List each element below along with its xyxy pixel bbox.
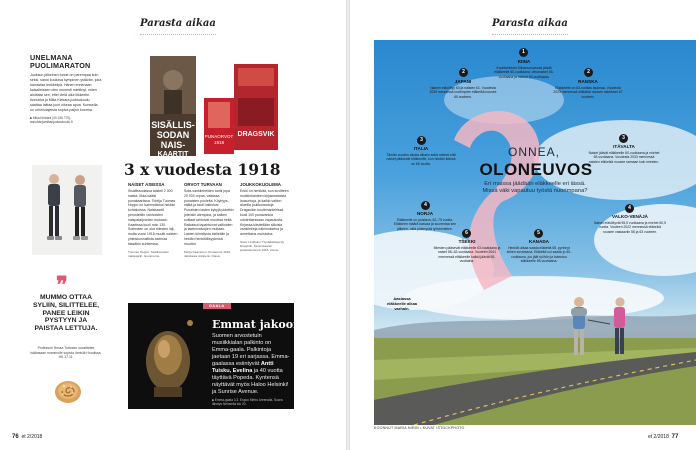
column-heading: JOUKKOKUOLEMA [240,182,281,187]
svg-text:SODAN: SODAN [156,130,190,140]
svg-text:PUNAORVOT: PUNAORVOT [204,134,234,139]
column-heading: ORVOT TURVAAN [184,182,222,187]
rank-badge-valko-venaja: 4 [625,204,634,213]
headline-subtitle: Eri maissa jäädään eläkkeelle eri iässä. Missä väki vapautuu työstä nuorimpana? [482,181,588,194]
emma-title: Emmat jakoon [212,318,302,331]
column-text: Erkki on herkkää, kun kuvitteen muistinkanteen kirjaamatoista lausuntoja, ja kaikki valtion alueilla joukkohautoja. Dragsvikin kuolemanleirissä kuoli 100 punavankia odotettaessaan vapautusta. Kirjassa käsitellään silloisia vankileireja tutkimuksena ja annettuina muistoina. [240,189,289,237]
country-italia: ITALIA [413,146,429,151]
sidebar-heading: UNELMANA PUOLIMARATON [30,53,91,70]
headline-main: OLONEUVOS [479,160,593,179]
left-folio [12,434,42,440]
side-note: Aasiassa eläkkeelle alkaa varhain. [386,296,418,311]
emma-caption: ■ Emma-gaala 3.3. Espoo Metro Areenalla. Suora lähetys Nelosella klo 20. [212,398,283,407]
rank-badge-norja: 4 [421,201,430,210]
rank-badge-kiina: 1 [519,48,528,57]
rank-badge-italia: 3 [417,136,426,145]
page-gutter [346,0,350,450]
rank-badge-japani: 2 [459,68,468,77]
pull-quote: MUMMO OTTAA SYLIIN, SILITTELEE, PANEE LEIKIN PYSTYYN JA PAISTAA LETTUJA. [32,294,100,333]
sidebar-text: Juoksun jälkeinen tunne on parempaa kuin seksi, sanoi kuuluisa kympinen ystävän, joka harrastaa lenkkeilyä. Hänen ennenaan kaisalleissen olen monesti miettinyt, miten aloittaisi sen, ettei vielä ollut liikkeelle. Annukka ja Mika Kiekara juoksukoulu saattaa laittaa juuri oikeaa apua. Kurssella on urheilulajeista sopiva paljon kuorma. [30,73,102,112]
emma-caption-text: Emma-gaala 3.3. Espoo Metro Areenalla. Suora lähetys Nelosella klo 20. [212,398,283,407]
emma-text-part: ja 40 vuotta täyttävä Popeda. Kyntensä näyttävät myös Haloo Helsinki! ja Sunrise Avenue. [212,368,289,395]
column-caption: Sture Lindholm: Hyväksikäytetty Dragsvik. Tammisaaren joukkokuolema 1918. Atena. [240,239,285,253]
quote-mark-icon: ❞ [56,272,68,298]
pull-quote-source: Professori Hessa Tortosen suosittelee isäänsaan mummolle sopivia ihmisiä Hoodissa. HS 17.11. [30,346,102,360]
country-ranska: RANSKA [578,79,598,84]
country-text-ranska: Eläkkeelle on 63-vuotias laukeaa. Vuodesta 2023 mennessä eläkeikä nousee satertaan 67 vuoteen. [553,86,623,99]
headline-kicker: ONNEA, [507,145,560,159]
issue-label: et 2/2018 [648,434,669,440]
column-text: Sota-vankileireiden tuotti jopa 20 000 orpoa, valtassa punaisten puolelta. Köyhyys, nälkä ja tauti haltioivat. Punaisten lasten kykyjä pidettiin jotenkin alempina, ja kaiken sotilaat tahtoivat muuttaa heitä. Ratkaisut tapahtuivat valtioiden ja lastenvalvojien mukaan. Lasten kiinnitysta kiellettiin ja heidän henkilöllisyytensä muuttui. [184,189,234,246]
book-covers [128,54,288,164]
svg-text:SISÄLLIS-: SISÄLLIS- [151,120,195,130]
country-kiina: KIINA [517,59,531,64]
page-number: 77 [671,434,679,440]
emma-text-names: Antti Tuisku, Evelina [212,361,274,374]
right-page [348,0,696,450]
feature-title: 3 x vuodesta 1918 [124,160,281,179]
country-text-itavalta: Naiset jäävät eläkkeelle 60-vuotiaana ja miehet 65-vuotiaana. Vuodesta 2033 mennessä naisten eläkeikä nousee samaan kuin miesten. [588,151,660,164]
runners-photo [32,165,102,255]
country-text-italia: Tämän vuoden alusta alkaen sekä miehet että naiset pääsevät eläkkeelle, kun heidän ikänsä on 66 vuotta. [386,153,456,166]
rank-badge-itavalta: 3 [619,134,628,143]
country-tsekki: TŠEKKI [458,239,476,244]
country-text-kanada: Henkilö alkaa saada eläkettä 65, pyrinnyt siihen sovarsana. Eläkettä voi saada jo 60-vuotiaana, jos jäät työhön ja tukeutuu eläkkeelle 65-vuotiaana. [506,246,572,264]
country-text-valko-venaja: Naiset eläköityvät 55,5 vuotiaana ja miehet 60,5 vuotta. Vuoteen 2022 mennessä eläkeikä nousee vastaaviin 58 ja 63 vuoteen. [594,221,667,234]
column-heading: NAISET ASEISSA [128,182,165,187]
emma-text-part: Suomen arvostetuin musiikkialan palkinto on Emma-gaala. Palkintoja jaetaan 19 eri sarjassa. Emma-gaalassa esiintyvät [212,333,290,367]
column-text: Sisällissodassa taisteli 2 000 naista, Ilkka kaikki punakaartissa. Tohtija Tuomas Hoppu on hahmottanut heidän kohtaloissa. Naiskaartit perustettiin vanhoisten naispataljoonien mukaan. Kaartissa kuoli noin 130. Sotimisen on olut miesten lajt, mutta vuosi 1918 muutti naisten yhteiskunnallista asemaa tässäkin suhteessa. [128,189,178,246]
gala-badge: GAALA [203,303,231,309]
country-kanada: KANADA [529,239,549,244]
country-text-kiina: Kuuhtelieluita Kiinassa kasvaa jäädä eläkkeelle 50-vuotiaana, virkanaiset 55-vuotiaana ja miehet 60-vuotiaana. [494,66,554,79]
country-text-tsekki: Miesten pääsevät eläkkeelle 63-vuotiaana ja naiset 58–62-vuotiaana. Vuoteen 2041 mennessä eläkkeelle kaikki jäävät 65-vuotiaina. [433,246,501,264]
sidebar-box [30,54,102,125]
country-norja: NORJA [416,211,434,216]
country-text-norja: Eläkkeelle on joustava, 62–75 vuotta. Eläkkeen määrä kasvaa ja suurentaa sen jälkeen, mitä pidempää työskentelee. [393,218,457,231]
country-japani: JAPANI [454,79,472,84]
column-caption: Merja Kaaminen: Punaorvot 1918. Jalobasia Jokiperä. Otava. [184,249,231,258]
column-orvot [184,182,234,258]
country-valko-venaja: VALKO-VENÄJÄ [612,214,648,219]
country-itavalta: ITÄVALTA [613,144,635,149]
cinnamon-bun-icon [54,378,82,404]
svg-text:KAARTIT: KAARTIT [157,151,189,158]
section-title: Parasta aikaa [140,18,216,35]
column-naiset [128,182,178,258]
emma-text [212,333,290,396]
column-joukkokuolema [240,182,290,253]
rank-badge-tsekki: 6 [462,229,471,238]
svg-text:1918: 1918 [213,140,225,145]
sidebar-caption: ■ Mika Kiekara (40 236 770), annukanjamikanjuoksukoulu.fi [30,116,73,125]
rank-badge-kanada: 5 [534,229,543,238]
section-title: Parasta aikaa [492,18,568,35]
column-caption: Tuomas Hoppu: Sisällissodan naiskaartit. Gummerus. [128,249,169,258]
country-text-japani: Nainen eläköityy 63 ja naisten 61. Vuodesta 2030 mennessä molempien eläkeikä nousee 65 vuoteen. [429,86,497,99]
issue-label: et 2/2018 [21,434,43,440]
photo-credit: KOONNUT MARIA NIEMI • KUVAT ISTOCKPHOTO [374,426,465,430]
right-folio [648,434,678,440]
sidebar-caption-text: Mika Kiekara (40 236 770), annukanjamikanjuoksukoulu.fi [30,116,73,125]
svg-text:NAIS-: NAIS- [160,140,186,150]
rank-badge-ranska: 2 [584,68,593,77]
page-number: 76 [12,434,19,440]
svg-text:DRAGSVIK: DRAGSVIK [237,131,275,138]
